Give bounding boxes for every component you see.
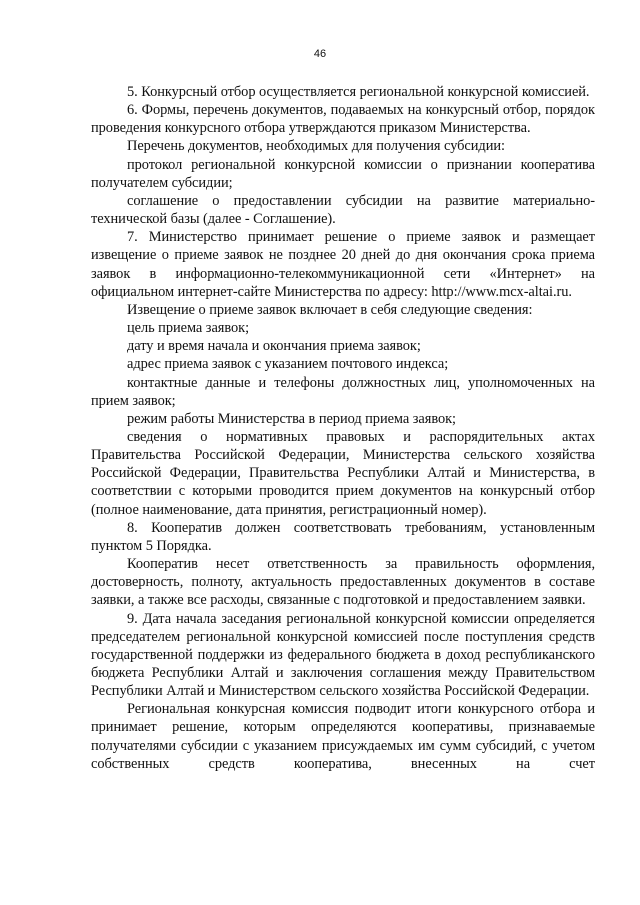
paragraph-notice-contacts: контактные данные и телефоны должностных лиц, уполномоченных на прием заявок; <box>91 374 595 409</box>
paragraph-item-7: 7. Министерство принимает решение о приеме заявок и размещает извещение о приеме заявок не позднее 20 дней до дня окончания срока приема заявок в информационно-телекоммуникационной сети «Интернет» на официальном интернет-сайте Министерства по адресу: http://www.mcx-altai.ru. <box>91 229 595 300</box>
paragraph-notice-dates: дату и время начала и окончания приема заявок; <box>127 338 421 355</box>
paragraph-item-6: 6. Формы, перечень документов, подаваемых на конкурсный отбор, порядок проведения конкурсного отбора утверждаются приказом Министерства. <box>91 102 595 137</box>
paragraph-notice-legal-acts: сведения о нормативных правовых и распорядительных актах Правительства Российской Федерации, Министерства сельского хозяйства Российской Федерации, Правительства Республики Алтай и Министерства, в соответствии с которыми проводится прием документов на конкурсный отбор (полное наименование, дата принятия, регистрационный номер). <box>91 428 595 518</box>
paragraph-documents-protocol: протокол региональной конкурсной комиссии о признании кооператива получателем субсидии; <box>91 156 595 191</box>
paragraph-responsibility: Кооператив несет ответственность за правильность оформления, достоверность, полноту, актуальность предоставленных документов в составе заявки, а также все расходы, связанные с подготовкой и предоставлением заявки. <box>91 556 595 609</box>
paragraph-item-5: 5. Конкурсный отбор осуществляется региональной конкурсной комиссией. <box>127 84 590 100</box>
paragraph-notice-address: адрес приема заявок с указанием почтового индекса; <box>127 356 449 373</box>
paragraph-commission-decision: Региональная конкурсная комиссия подводит итоги конкурсного отбора и принимает решение, которым определяются кооперативы, признаваемые получателями субсидии с указанием присуждаемых им сумм субсидий, с учетом собственных средств кооператива, внесенных на счет <box>91 701 595 772</box>
page-number: 46 <box>313 48 327 60</box>
paragraph-item-8: 8. Кооператив должен соответствовать требованиям, установленным пунктом 5 Порядка. <box>91 519 595 554</box>
document-body <box>91 83 595 773</box>
paragraph-documents-list-intro: Перечень документов, необходимых для получения субсидии: <box>127 138 505 155</box>
paragraph-documents-agreement: соглашение о предоставлении субсидии на развитие материально-технической базы (далее - Соглашение). <box>91 192 595 228</box>
paragraph-notice-purpose: цель приема заявок; <box>127 320 250 337</box>
paragraph-notice-intro: Извещение о приеме заявок включает в себя следующие сведения: <box>127 301 533 318</box>
paragraph-item-9: 9. Дата начала заседания региональной конкурсной комиссии определяется председателем региональной конкурсной комиссией после поступления средств государственной поддержки из федерального бюджета в доход республиканского бюджета Республики Алтай и заключения соглашения между Правительством Республики Алтай и Министерством сельского хозяйства Российской Федерации. <box>91 610 595 700</box>
paragraph-notice-schedule: режим работы Министерства в период приема заявок; <box>127 410 456 427</box>
